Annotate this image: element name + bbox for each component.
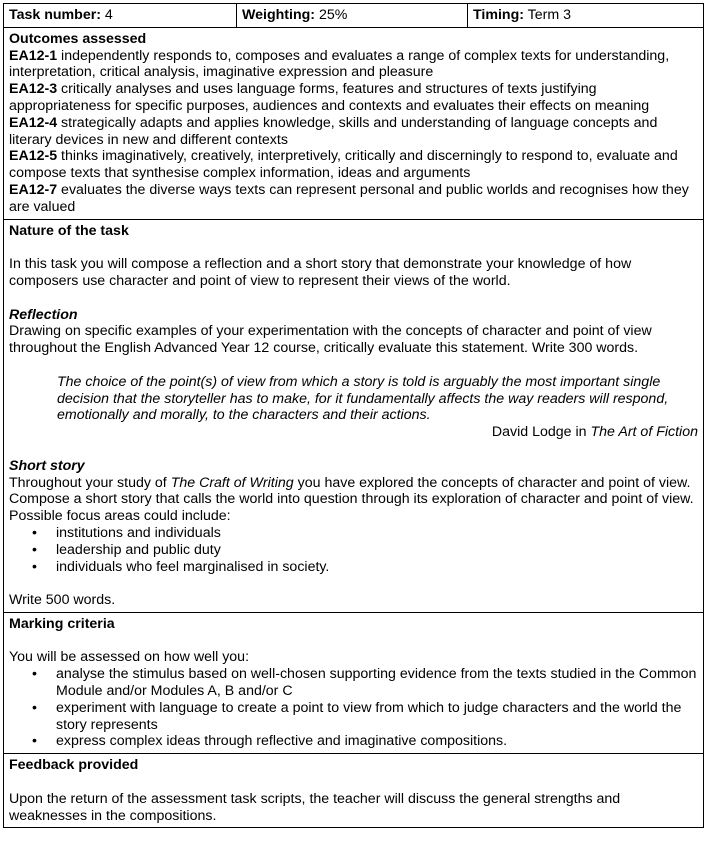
- outcome-code: EA12-4: [9, 114, 58, 131]
- timing-cell: [468, 4, 704, 28]
- reflection-heading: Reflection: [9, 306, 78, 323]
- weighting-value: 25%: [315, 7, 348, 23]
- list-item: • leadership and public duty: [9, 542, 698, 559]
- task-header-row: [4, 4, 704, 28]
- feedback-heading: Feedback provided: [9, 757, 139, 774]
- quote-author: David Lodge in: [491, 424, 591, 441]
- focus-areas-list: [9, 525, 698, 575]
- marking-row: [4, 612, 704, 753]
- list-item: • experiment with language to create a point to view from which to judge characters and the world the story represents: [9, 700, 698, 734]
- outcome-code: EA12-3: [9, 81, 58, 98]
- timing-label: Timing:: [473, 7, 524, 23]
- word-count-note: Write 500 words.: [9, 592, 116, 609]
- list-item: • individuals who feel marginalised in society.: [9, 559, 698, 576]
- task-number-label: Task number:: [9, 7, 101, 23]
- list-item: • express complex ideas through reflective and imaginative compositions.: [9, 733, 698, 750]
- feedback-cell: [4, 754, 704, 828]
- assessment-task-table: [3, 3, 704, 828]
- outcome-code: EA12-1: [9, 47, 58, 64]
- lodge-quote: The choice of the point(s) of view from which a story is told is arguably the most important single decision that the storyteller has to make, for it fundamentally affects the way readers will respond, emotionally and morally, to the characters and their actions.: [57, 373, 669, 424]
- marking-criteria-list: [9, 666, 698, 750]
- short-story-text-pre: Throughout your study of: [9, 474, 171, 491]
- outcome-item: [9, 182, 698, 216]
- quote-attribution: [9, 424, 698, 441]
- task-number-value: 4: [100, 7, 113, 23]
- nature-cell: [4, 219, 704, 612]
- outcome-item: [9, 48, 698, 82]
- outcome-text: thinks imaginatively, creatively, interpretively, critically and discerningly to respond to, evaluate and compose texts that synthesise complex information, ideas and arguments: [9, 148, 678, 182]
- outcome-code: EA12-7: [9, 181, 58, 198]
- weighting-cell: [237, 4, 468, 28]
- list-item: • institutions and individuals: [9, 525, 698, 542]
- marking-cell: [4, 612, 704, 753]
- nature-intro: In this task you will compose a reflection and a short story that demonstrate your knowledge of how composers use character and point of view to represent their views of the world.: [9, 256, 632, 289]
- outcome-item: [9, 148, 698, 182]
- book-title: The Craft of Writing: [170, 474, 294, 491]
- marking-heading: Marking criteria: [9, 615, 115, 632]
- outcomes-heading: Outcomes assessed: [9, 30, 147, 47]
- quote-source: The Art of Fiction: [590, 424, 698, 441]
- outcome-text: strategically adapts and applies knowledge, skills and understanding of language concepts and literary devices in new and different contexts: [9, 114, 658, 148]
- marking-intro: You will be assessed on how well you:: [9, 649, 250, 666]
- nature-row: [4, 219, 704, 612]
- feedback-text: Upon the return of the assessment task scripts, the teacher will discuss the general strengths and weaknesses in the compositions.: [9, 790, 621, 824]
- short-story-text: [9, 475, 698, 525]
- outcome-item: [9, 115, 698, 149]
- outcome-text: independently responds to, composes and evaluates a range of complex texts for understanding, interpretation, critical analysis, imaginative expression and pleasure: [9, 47, 670, 81]
- weighting-label: Weighting:: [242, 7, 316, 23]
- task-number-cell: [4, 4, 237, 28]
- short-story-text-post: you have explored the concepts of character and point of view. Compose a short story that calls the world into question through its exploration of character and point of view. Possible focus areas could include:: [9, 474, 694, 525]
- outcome-item: [9, 81, 698, 115]
- timing-value: Term 3: [523, 7, 572, 23]
- list-item: • analyse the stimulus based on well-chosen supporting evidence from the texts studied in the Common Module and/or Modules A, B and/or C: [9, 666, 698, 700]
- outcome-code: EA12-5: [9, 148, 58, 165]
- outcome-text: evaluates the diverse ways texts can represent personal and public worlds and recognises how they are valued: [9, 181, 689, 215]
- outcomes-cell: [4, 27, 704, 219]
- nature-heading: Nature of the task: [9, 222, 129, 239]
- outcomes-row: [4, 27, 704, 219]
- feedback-row: [4, 754, 704, 828]
- outcome-text: critically analyses and uses language forms, features and structures of texts justifying appropriateness for specific purposes, audiences and contexts and evaluates their effects on meaning: [9, 81, 650, 114]
- reflection-text: Drawing on specific examples of your experimentation with the concepts of character and point of view throughout the English Advanced Year 12 course, critically evaluate this statement. Write 300 words.: [9, 323, 652, 357]
- short-story-heading: Short story: [9, 457, 85, 474]
